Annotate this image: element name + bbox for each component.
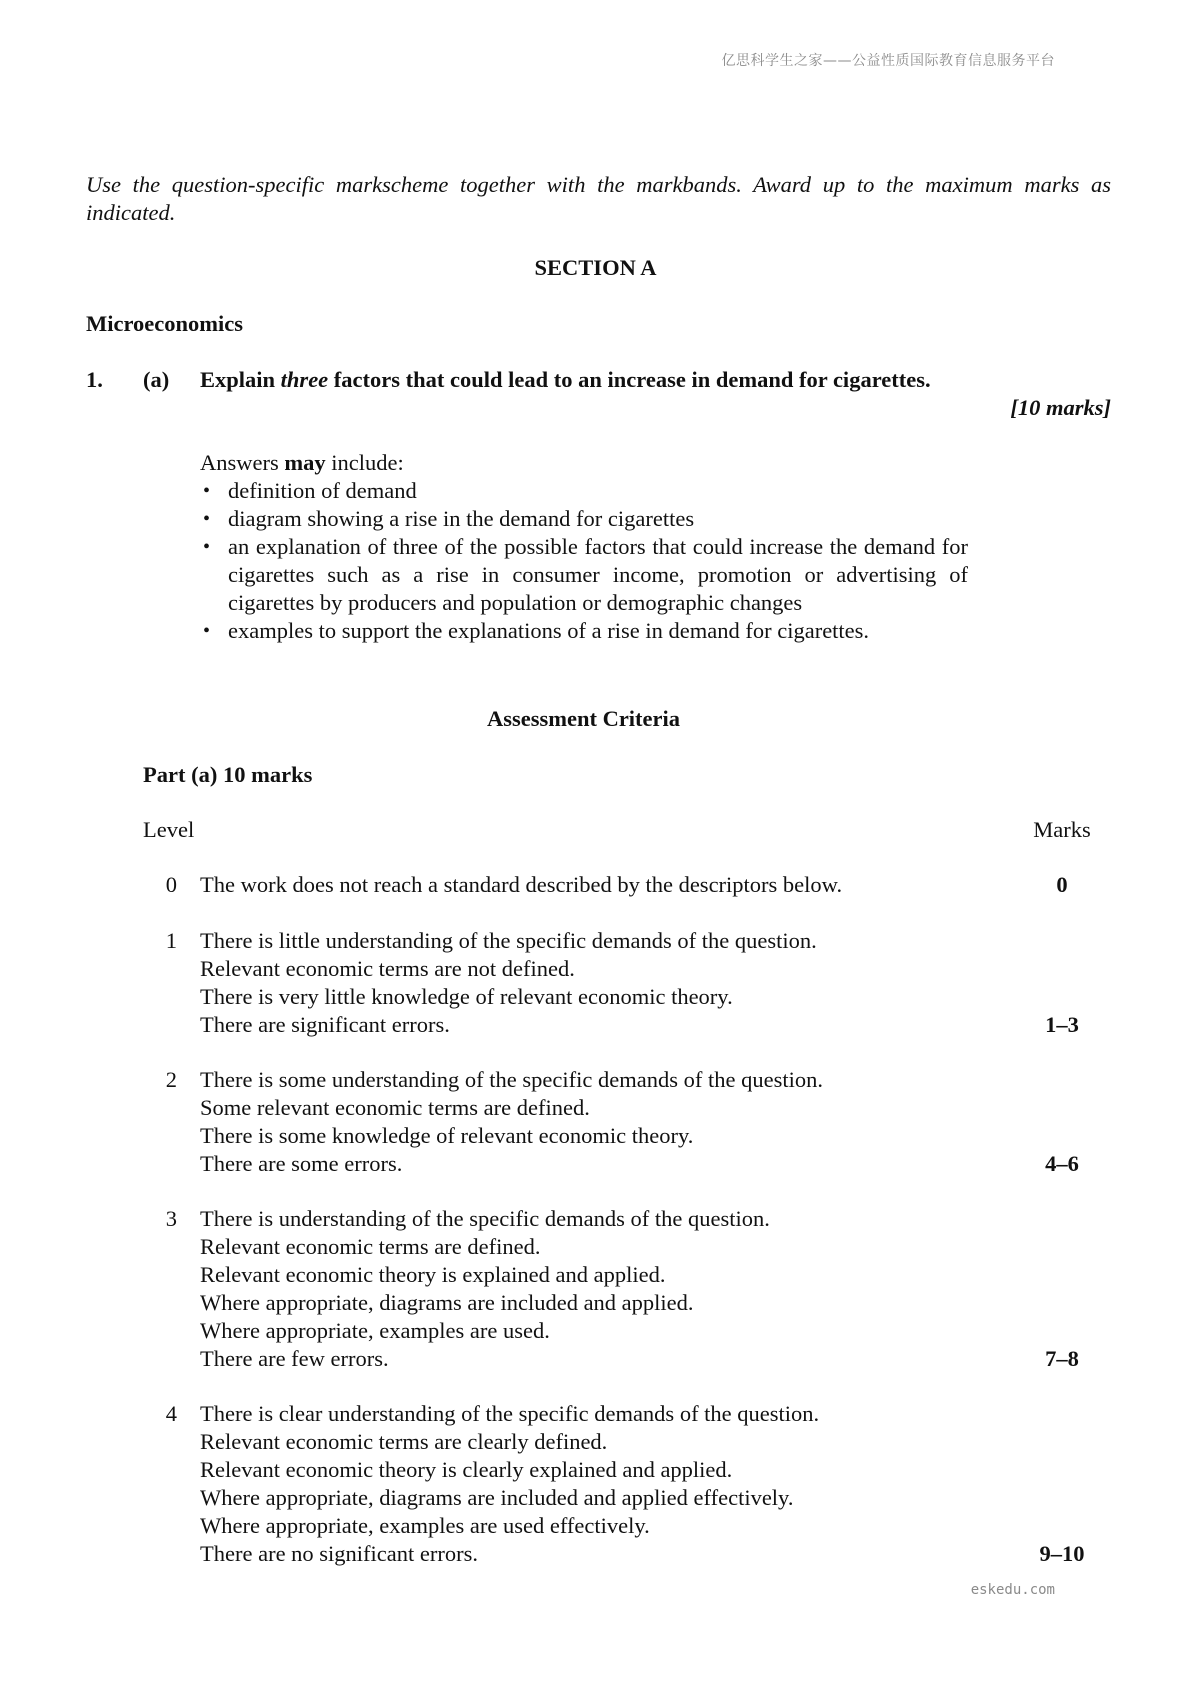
level-descriptors [200, 1066, 1000, 1178]
header-watermark: 亿思科学生之家——公益性质国际教育信息服务平台 [721, 53, 1055, 69]
level-descriptors [200, 1400, 1000, 1568]
level-number: 2 [165, 1067, 177, 1092]
level-column-label: Level [143, 817, 195, 842]
answers-emphasis: may [284, 450, 326, 475]
answers-list [200, 477, 968, 645]
question-part: (a) [143, 367, 170, 392]
level-descriptor-line: There are no significant errors. [200, 1541, 478, 1566]
question-text-emphasis: three [280, 367, 329, 392]
level-number: 4 [165, 1401, 177, 1426]
level-descriptor-line: There is some knowledge of relevant economic theory. [200, 1123, 694, 1148]
level-descriptor-line: Some relevant economic terms are defined. [200, 1095, 590, 1120]
answers-intro [200, 449, 404, 477]
list-item [200, 533, 968, 617]
level-descriptor-line: There is some understanding of the specific demands of the question. [200, 1067, 823, 1092]
intro-instructions: Use the question-specific markscheme together with the markbands. Award up to the maximum marks as indicated. [86, 172, 1111, 225]
level-marks: 7–8 [1045, 1346, 1079, 1371]
level-number: 1 [165, 928, 177, 953]
footer-watermark: eskedu.com [970, 1582, 1055, 1598]
level-descriptor-line: There are some errors. [200, 1151, 403, 1176]
list-item-text: diagram showing a rise in the demand for cigarettes [228, 506, 695, 531]
level-descriptor-line: There is very little knowledge of relevant economic theory. [200, 984, 733, 1009]
level-marks: 4–6 [1045, 1151, 1079, 1176]
list-item-text: examples to support the explanations of a rise in demand for cigarettes. [228, 618, 870, 643]
list-item [200, 617, 968, 645]
list-item [200, 477, 968, 505]
answers-suffix: include: [325, 450, 404, 475]
level-descriptor-line: Where appropriate, examples are used effectively. [200, 1513, 650, 1538]
question-text [200, 366, 968, 394]
topic-heading: Microeconomics [86, 311, 244, 336]
level-descriptor-line: Where appropriate, diagrams are included and applied effectively. [200, 1485, 794, 1510]
level-descriptor-line: There is little understanding of the specific demands of the question. [200, 928, 817, 953]
bullet-icon: • [203, 620, 211, 642]
level-descriptor-line: The work does not reach a standard described by the descriptors below. [200, 872, 843, 897]
level-descriptor-line: Relevant economic terms are defined. [200, 1234, 541, 1259]
part-heading: Part (a) 10 marks [143, 762, 313, 787]
level-number: 0 [165, 872, 177, 897]
level-descriptor-line: There is clear understanding of the specific demands of the question. [200, 1401, 820, 1426]
list-item-text: definition of demand [228, 478, 417, 503]
level-marks: 9–10 [1039, 1541, 1085, 1566]
level-descriptors [200, 1205, 1000, 1373]
question-marks: [10 marks] [1010, 395, 1111, 420]
level-descriptor-line: Relevant economic terms are clearly defined. [200, 1429, 608, 1454]
level-descriptor-line: There are few errors. [200, 1346, 389, 1371]
level-marks: 1–3 [1045, 1012, 1079, 1037]
list-item [200, 505, 968, 533]
bullet-icon: • [203, 536, 211, 558]
marks-column-label: Marks [1033, 817, 1091, 842]
bullet-icon: • [203, 480, 211, 502]
level-descriptor-line: Relevant economic terms are not defined. [200, 956, 575, 981]
question-text-before: Explain [200, 367, 281, 392]
level-number: 3 [165, 1206, 177, 1231]
level-descriptors [200, 871, 1000, 899]
level-descriptor-line: There are significant errors. [200, 1012, 450, 1037]
level-descriptor-line: Where appropriate, diagrams are included and applied. [200, 1290, 694, 1315]
level-descriptor-line: Relevant economic theory is explained and applied. [200, 1262, 666, 1287]
bullet-icon: • [203, 508, 211, 530]
level-marks: 0 [1056, 872, 1068, 897]
assessment-heading: Assessment Criteria [486, 706, 681, 731]
question-text-after: factors that could lead to an increase in demand for cigarettes. [328, 367, 931, 392]
level-descriptors [200, 927, 1000, 1039]
question-number: 1. [86, 367, 103, 392]
level-descriptor-line: Where appropriate, examples are used. [200, 1318, 550, 1343]
list-item-text: an explanation of three of the possible factors that could increase the demand for cigarettes such as a rise in consumer income, promotion or advertising of cigarettes by producers and population or demographic changes [228, 534, 968, 615]
answers-prefix: Answers [200, 450, 285, 475]
section-heading: SECTION A [534, 255, 657, 280]
level-descriptor-line: Relevant economic theory is clearly explained and applied. [200, 1457, 733, 1482]
level-descriptor-line: There is understanding of the specific demands of the question. [200, 1206, 770, 1231]
